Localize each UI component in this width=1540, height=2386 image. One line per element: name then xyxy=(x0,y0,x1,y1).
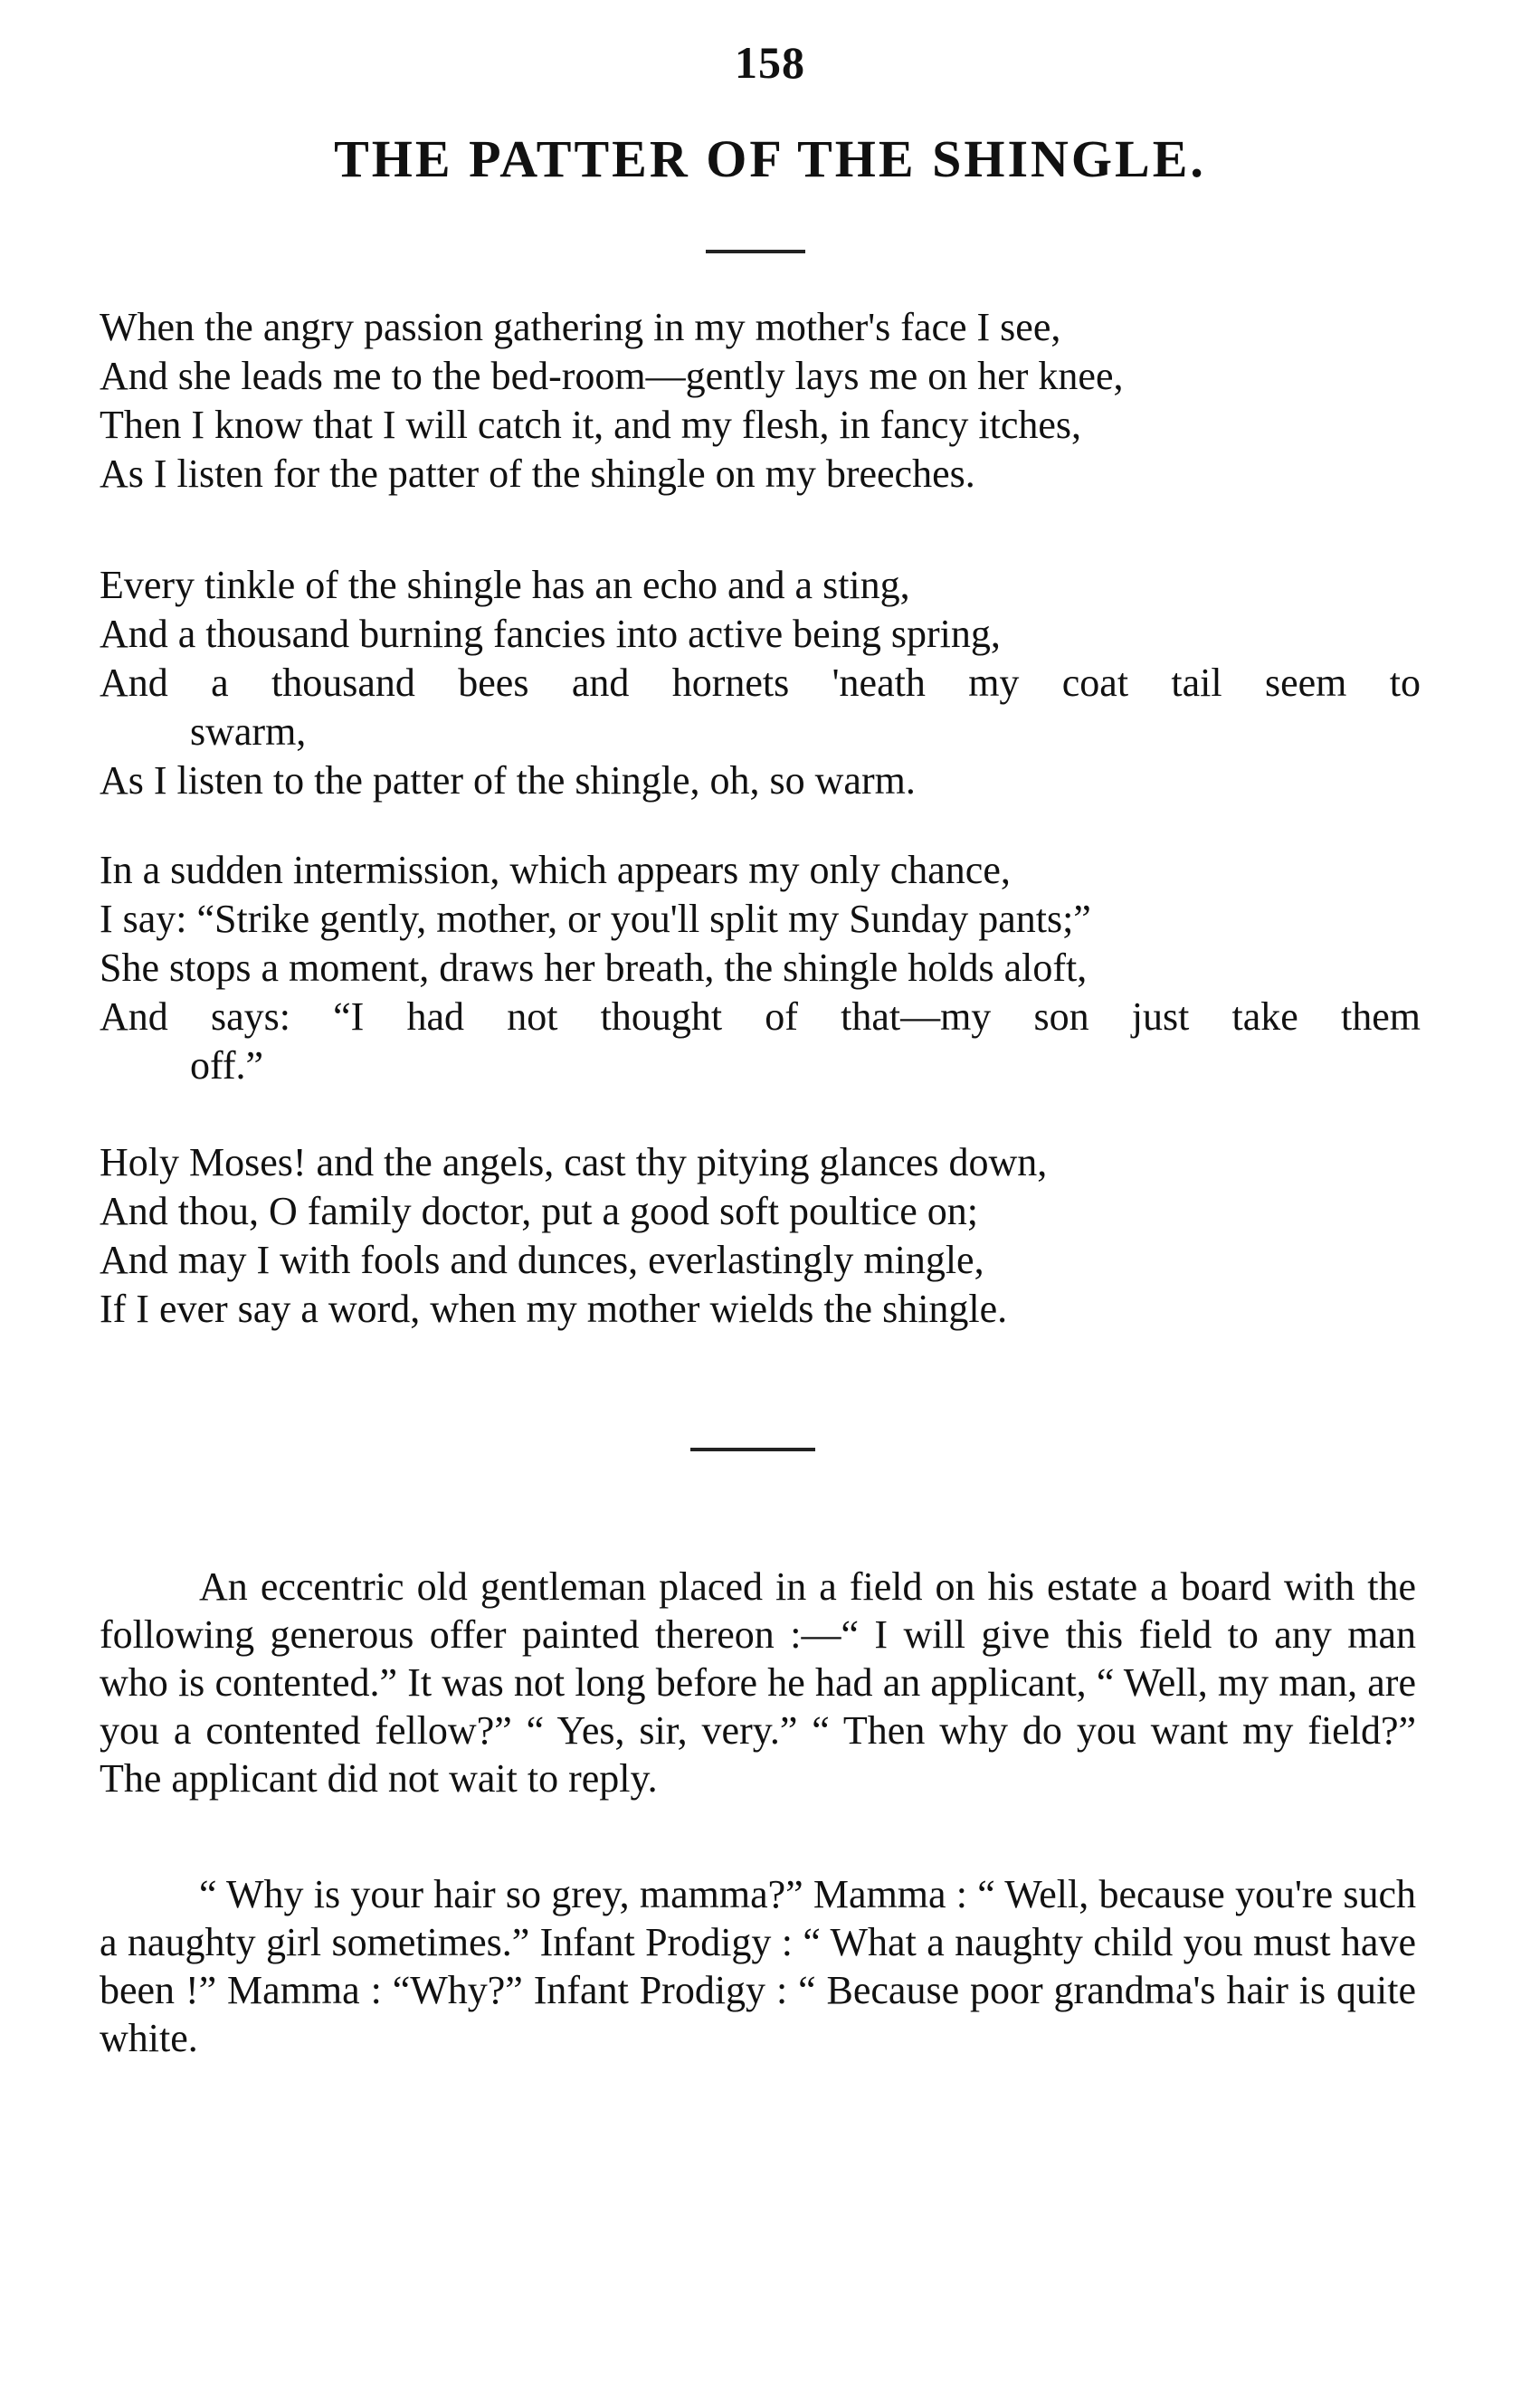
poem-stanza xyxy=(100,1138,1421,1334)
poem-title: THE PATTER OF THE SHINGLE. xyxy=(334,129,1206,188)
poem-line-continuation: swarm, xyxy=(190,709,307,754)
poem-line: I say: “Strike gently, mother, or you'll split my Sunday pants;” xyxy=(100,897,1091,941)
poem-line: As I listen to the patter of the shingle, oh, so warm. xyxy=(100,758,916,803)
poem-line-continuation: off.” xyxy=(190,1043,264,1088)
poem-line: And thou, O family doctor, put a good soft poultice on; xyxy=(100,1189,978,1233)
poem-line: And may I with fools and dunces, everlastingly mingle, xyxy=(100,1238,984,1282)
poem-line: As I listen for the patter of the shingle on my breeches. xyxy=(100,452,975,496)
poem-stanza xyxy=(100,303,1421,499)
poem-line: And a thousand bees and hornets 'neath my coat tail seem to xyxy=(100,661,1421,705)
page-number: 158 xyxy=(735,37,805,88)
poem-line: Then I know that I will catch it, and my flesh, in fancy itches, xyxy=(100,403,1082,447)
section-divider xyxy=(690,1448,815,1451)
poem-line: Holy Moses! and the angels, cast thy pitying glances down, xyxy=(100,1140,1048,1184)
poem-line: When the angry passion gathering in my mother's face I see, xyxy=(100,305,1061,349)
anecdote-paragraph: “ Why is your hair so grey, mamma?” Mamma : “ Well, because you're such a naughty girl sometimes.” Infant Prodigy : “ What a naughty child you must have been !” Mamma : “Why?” Infant Prodigy : “ Because poor grandma's hair is quite white. xyxy=(100,1872,1416,2060)
poem-line: Every tinkle of the shingle has an echo and a sting, xyxy=(100,563,910,607)
poem-stanza xyxy=(100,561,1421,805)
poem-line: In a sudden intermission, which appears my only chance, xyxy=(100,848,1011,892)
poem-line: And she leads me to the bed-room—gently lays me on her knee, xyxy=(100,354,1124,398)
poem-line: And says: “I had not thought of that—my son just take them xyxy=(100,994,1421,1039)
poem-line: She stops a moment, draws her breath, the shingle holds aloft, xyxy=(100,946,1088,990)
title-divider xyxy=(706,250,805,253)
poem-line: If I ever say a word, when my mother wields the shingle. xyxy=(100,1287,1008,1331)
poem-line: And a thousand burning fancies into active being spring, xyxy=(100,612,1001,656)
anecdote-paragraph: An eccentric old gentleman placed in a field on his estate a board with the following generous offer painted thereon :—“ I will give this field to any man who is contented.” It was not long before he had an applicant, “ Well, my man, are you a contented fellow?” “ Yes, sir, very.” “ Then why do you want my field?” The applicant did not wait to reply. xyxy=(100,1564,1416,1801)
poem-stanza xyxy=(100,846,1421,1090)
